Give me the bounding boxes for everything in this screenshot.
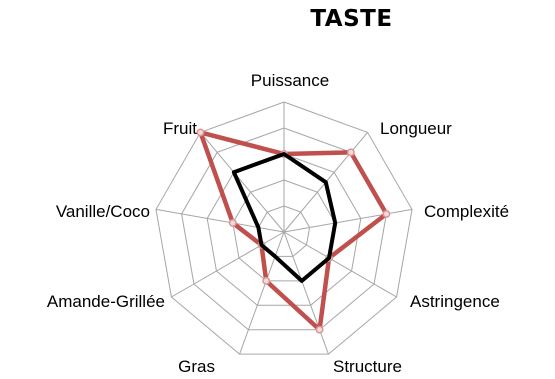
series-0-point-8 <box>197 129 203 135</box>
axis-labels <box>47 71 509 376</box>
radar-series <box>197 129 389 333</box>
series-0-point-1 <box>348 149 354 155</box>
axis-label-1: Longueur <box>380 119 452 138</box>
series-1-line <box>234 154 335 281</box>
axis-label-4: Structure <box>333 357 402 376</box>
axis-label-2: Complexité <box>424 202 510 221</box>
series-0-point-5 <box>263 278 269 284</box>
series-0-point-7 <box>230 220 236 226</box>
series-0-point-4 <box>316 327 322 333</box>
spoke-6 <box>171 232 284 297</box>
chart-title-text: TASTE <box>310 6 393 32</box>
axis-label-3: Astringence <box>410 292 500 311</box>
axis-label-0: Puissance <box>250 71 330 90</box>
axis-label-7: Vanille/Coco <box>55 202 150 221</box>
spoke-2 <box>284 209 412 232</box>
axis-label-6: Amande-Grillée <box>46 292 165 311</box>
spoke-7 <box>156 209 284 232</box>
axis-label-8: Fruit <box>163 119 197 138</box>
spoke-8 <box>200 132 284 232</box>
axis-label-5: Gras <box>178 357 215 376</box>
spoke-4 <box>284 232 328 354</box>
series-0-point-2 <box>383 211 389 217</box>
spoke-3 <box>284 232 397 297</box>
